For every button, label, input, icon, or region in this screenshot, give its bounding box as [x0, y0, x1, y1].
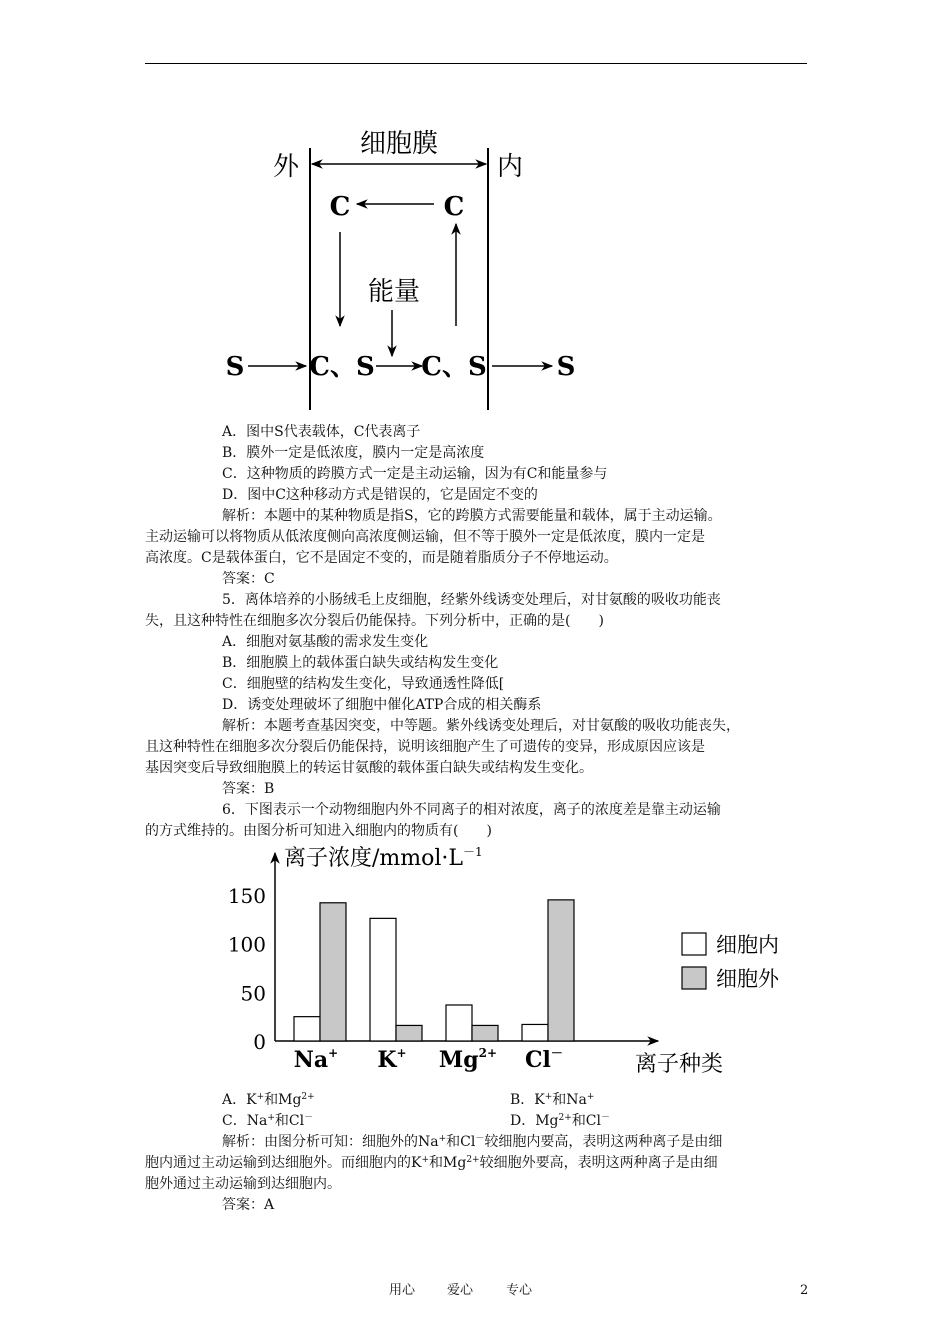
- legend-label: 细胞内: [716, 933, 779, 957]
- q5-stem-line: 5．离体培养的小肠绒毛上皮细胞，经紫外线诱变处理后，对甘氨酸的吸收功能丧: [222, 592, 721, 608]
- y-tick-label: 50: [240, 981, 266, 1006]
- q4-option-a: A．图中S代表载体，C代表离子: [222, 424, 421, 440]
- q5-analysis-line: 解析：本题考查基因突变，中等题。紫外线诱变处理后，对甘氨酸的吸收功能丧失，: [222, 718, 740, 734]
- bar-inside: [294, 1017, 320, 1041]
- ion-concentration-chart: [220, 845, 779, 1085]
- membrane-transport-diagram: [200, 120, 620, 415]
- q6-analysis-line: 解析：由图分析可知：细胞外的Na+和Cl－较细胞内要高，表明这两种离子是由细: [222, 1134, 723, 1150]
- q4-option-c: C．这种物质的跨膜方式一定是主动运输，因为有C和能量参与: [222, 466, 608, 482]
- bar-outside: [548, 900, 574, 1041]
- inside-label: 内: [496, 152, 524, 182]
- q5-option-c: C．细胞壁的结构发生变化，导致通透性降低[: [222, 676, 505, 692]
- chart-legend: [682, 933, 780, 991]
- bar-outside: [320, 903, 346, 1041]
- q5-option-b: B．细胞膜上的载体蛋白缺失或结构发生变化: [222, 655, 499, 671]
- substance-inside-label: S: [556, 352, 576, 382]
- y-tick-label: 150: [227, 884, 266, 908]
- outside-label: 外: [272, 152, 300, 182]
- complex-left-label: C、S: [309, 352, 375, 382]
- membrane-title: 细胞膜: [359, 129, 439, 159]
- q6-answer: 答案：A: [222, 1197, 275, 1213]
- bar-outside: [472, 1025, 498, 1041]
- q5-option-d: D．诱变处理破坏了细胞中催化ATP合成的相关酶系: [222, 697, 542, 713]
- substance-outside-label: S: [225, 352, 245, 382]
- q4-analysis-line: 高浓度。C是载体蛋白，它不是固定不变的，而是随着脂质分子不停地运动。: [145, 550, 618, 566]
- legend-swatch: [682, 967, 706, 989]
- footer-word: 用心: [389, 1283, 416, 1298]
- x-axis-label: 离子种类: [635, 1052, 724, 1077]
- carrier-right-label: C: [443, 192, 465, 222]
- bar-outside: [396, 1025, 422, 1041]
- y-tick-labels: [228, 884, 266, 1054]
- category-label: Cl－: [525, 1046, 563, 1073]
- category-labels: [294, 1046, 563, 1073]
- bar-inside: [446, 1005, 472, 1041]
- carrier-left-label: C: [329, 192, 351, 222]
- q4-answer: 答案：C: [222, 571, 275, 587]
- q4-option-d: D．图中C这种移动方式是错误的，它是固定不变的: [222, 487, 538, 503]
- bars: [294, 900, 574, 1041]
- q4-analysis-line: 主动运输可以将物质从低浓度侧向高浓度侧运输，但不等于膜外一定是低浓度，膜内一定是: [145, 529, 705, 545]
- category-label: K+: [377, 1046, 407, 1073]
- bar-inside: [370, 918, 396, 1041]
- y-tick-label: 100: [227, 932, 266, 957]
- footer-word: 爱心: [447, 1283, 474, 1298]
- q6-option-b: B．K+和Na+: [510, 1092, 595, 1108]
- q6-option-d: D．$Mg^{2+}$和Cl－: [510, 1113, 611, 1129]
- bar-inside: [522, 1024, 548, 1041]
- q6-analysis-line: 胞内通过主动运输到达细胞外。而细胞内的K+和$Mg^{2+}$较细胞外要高，表明这两种离子是由细: [145, 1155, 718, 1171]
- category-label: Na+: [293, 1046, 339, 1073]
- q6-option-a: A．K+和$Mg^{2+}$: [222, 1092, 315, 1108]
- complex-right-label: C、S: [421, 352, 487, 382]
- legend-label: 细胞外: [716, 967, 779, 991]
- footer-word: 专心: [506, 1283, 533, 1298]
- page-number: 2: [800, 1283, 809, 1298]
- q5-answer: 答案：B: [222, 781, 275, 797]
- q5-analysis-line: 基因突变后导致细胞膜上的转运甘氨酸的载体蛋白缺失或结构发生变化。: [145, 760, 593, 776]
- q6-stem-line: 6．下图表示一个动物细胞内外不同离子的相对浓度，离子的浓度差是靠主动运输: [222, 802, 721, 818]
- category-label: $Mg^{2+}$: [438, 1046, 498, 1073]
- y-axis-label: 离子浓度$/mmol\cdot L^{-1}$: [284, 845, 483, 871]
- header-rule: [145, 63, 807, 64]
- q6-stem-line: 的方式维持的。由图分析可知进入细胞内的物质有( ): [145, 823, 492, 839]
- q4-option-b: B．膜外一定是低浓度，膜内一定是高浓度: [222, 445, 485, 461]
- energy-label: 能量: [367, 277, 421, 307]
- q6-analysis-line: 胞外通过主动运输到达细胞内。: [145, 1176, 341, 1192]
- q5-analysis-line: 且这种特性在细胞多次分裂后仍能保持，说明该细胞产生了可遗传的变异，形成原因应该是: [145, 739, 705, 755]
- legend-swatch: [682, 933, 706, 955]
- y-tick-label: 0: [253, 1030, 266, 1054]
- q5-option-a: A．细胞对氨基酸的需求发生变化: [222, 634, 429, 650]
- q5-stem-line: 失，且这种特性在细胞多次分裂后仍能保持。下列分析中，正确的是( ): [145, 613, 604, 629]
- q6-option-c: C．Na+和Cl－: [222, 1113, 314, 1129]
- q4-analysis-line: 解析：本题中的某种物质是指S，它的跨膜方式需要能量和载体，属于主动运输。: [222, 508, 722, 524]
